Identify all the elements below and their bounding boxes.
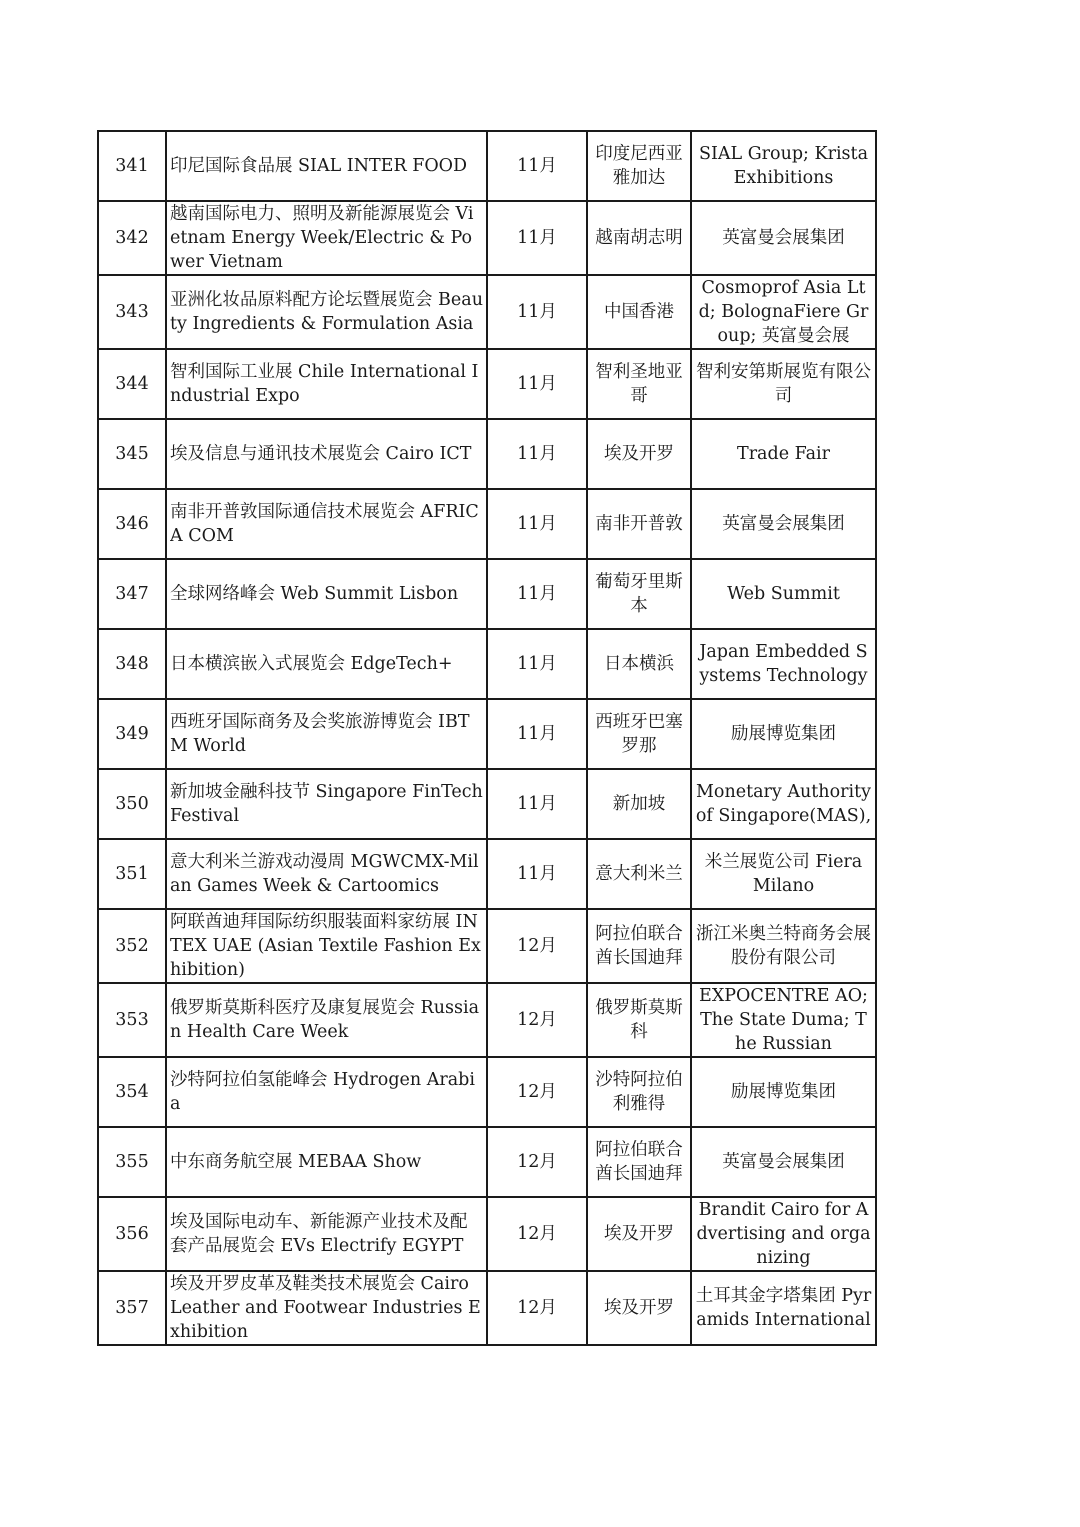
cell-exhibition-name-text: 意大利米兰游戏动漫周 MGWCMX-Milan Games Week & Cartoomics bbox=[170, 852, 479, 896]
cell-number bbox=[98, 419, 166, 489]
cell-number bbox=[98, 275, 166, 349]
cell-number-text: 352 bbox=[115, 936, 149, 956]
cell-location bbox=[587, 275, 691, 349]
cell-month-text: 11月 bbox=[517, 302, 557, 322]
cell-month bbox=[487, 1197, 587, 1271]
cell-exhibition-name bbox=[166, 131, 487, 201]
cell-organizer bbox=[691, 699, 876, 769]
cell-number bbox=[98, 559, 166, 629]
cell-exhibition-name bbox=[166, 275, 487, 349]
cell-month bbox=[487, 559, 587, 629]
cell-number-text: 343 bbox=[115, 302, 149, 322]
cell-organizer-text: 浙江米奥兰特商务会展股份有限公司 bbox=[696, 924, 871, 968]
cell-number bbox=[98, 1127, 166, 1197]
table-row bbox=[98, 275, 876, 349]
table-row bbox=[98, 629, 876, 699]
cell-organizer-text: Monetary Authority of Singapore(MAS), bbox=[695, 782, 872, 826]
cell-exhibition-name bbox=[166, 1127, 487, 1197]
cell-number bbox=[98, 909, 166, 983]
cell-exhibition-name bbox=[166, 489, 487, 559]
cell-number bbox=[98, 699, 166, 769]
cell-location bbox=[587, 909, 691, 983]
cell-organizer bbox=[691, 983, 876, 1057]
cell-exhibition-name-text: 越南国际电力、照明及新能源展览会 Vietnam Energy Week/Electric & Power Vietnam bbox=[170, 204, 474, 272]
cell-location bbox=[587, 769, 691, 839]
cell-month bbox=[487, 699, 587, 769]
cell-location bbox=[587, 349, 691, 419]
cell-organizer-text: Brandit Cairo for Advertising and organizing bbox=[696, 1200, 871, 1268]
cell-month-text: 11月 bbox=[517, 584, 557, 604]
cell-month-text: 11月 bbox=[517, 724, 557, 744]
cell-month bbox=[487, 349, 587, 419]
cell-exhibition-name bbox=[166, 201, 487, 275]
cell-exhibition-name-text: 沙特阿拉伯氢能峰会 Hydrogen Arabia bbox=[170, 1070, 475, 1114]
cell-organizer bbox=[691, 1057, 876, 1127]
cell-location-text: 阿拉伯联合酋长国迪拜 bbox=[595, 1140, 683, 1184]
cell-exhibition-name bbox=[166, 909, 487, 983]
cell-exhibition-name-text: 南非开普敦国际通信技术展览会 AFRICA COM bbox=[170, 502, 479, 546]
cell-location bbox=[587, 489, 691, 559]
cell-exhibition-name-text: 埃及开罗皮革及鞋类技术展览会 Cairo Leather and Footwear Industries Exhibition bbox=[170, 1274, 481, 1342]
cell-number-text: 344 bbox=[115, 374, 149, 394]
table-row bbox=[98, 349, 876, 419]
cell-exhibition-name-text: 日本横滨嵌入式展览会 EdgeTech+ bbox=[170, 654, 453, 674]
cell-location-text: 俄罗斯莫斯科 bbox=[595, 998, 683, 1042]
cell-location bbox=[587, 201, 691, 275]
cell-exhibition-name-text: 全球网络峰会 Web Summit Lisbon bbox=[170, 584, 459, 604]
cell-month-text: 11月 bbox=[517, 514, 557, 534]
cell-number-text: 341 bbox=[115, 156, 149, 176]
cell-number-text: 356 bbox=[115, 1224, 149, 1244]
cell-organizer-text: SIAL Group; Krista Exhibitions bbox=[698, 144, 869, 188]
cell-location-text: 阿拉伯联合酋长国迪拜 bbox=[595, 924, 683, 968]
cell-number-text: 351 bbox=[115, 864, 149, 884]
cell-number-text: 350 bbox=[115, 794, 149, 814]
cell-number-text: 354 bbox=[115, 1082, 149, 1102]
cell-exhibition-name-text: 印尼国际食品展 SIAL INTER FOOD bbox=[170, 156, 468, 176]
cell-location-text: 南非开普敦 bbox=[595, 514, 683, 534]
cell-location-text: 埃及开罗 bbox=[604, 1298, 674, 1318]
cell-location-text: 意大利米兰 bbox=[595, 864, 683, 884]
cell-number bbox=[98, 201, 166, 275]
cell-organizer bbox=[691, 1127, 876, 1197]
table-row bbox=[98, 489, 876, 559]
table-row bbox=[98, 201, 876, 275]
cell-month bbox=[487, 275, 587, 349]
cell-organizer bbox=[691, 839, 876, 909]
table-row bbox=[98, 769, 876, 839]
cell-organizer bbox=[691, 1271, 876, 1345]
cell-exhibition-name bbox=[166, 559, 487, 629]
cell-location bbox=[587, 1057, 691, 1127]
cell-location-text: 日本横浜 bbox=[604, 654, 674, 674]
cell-number-text: 348 bbox=[115, 654, 149, 674]
table-row bbox=[98, 1057, 876, 1127]
cell-location-text: 埃及开罗 bbox=[604, 444, 674, 464]
cell-month-text: 11月 bbox=[517, 864, 557, 884]
cell-organizer bbox=[691, 419, 876, 489]
cell-number-text: 346 bbox=[115, 514, 149, 534]
cell-organizer bbox=[691, 629, 876, 699]
cell-organizer-text: Japan Embedded Systems Technology bbox=[699, 642, 868, 686]
cell-location bbox=[587, 559, 691, 629]
table-row bbox=[98, 839, 876, 909]
cell-exhibition-name bbox=[166, 629, 487, 699]
cell-exhibition-name bbox=[166, 1197, 487, 1271]
cell-organizer bbox=[691, 559, 876, 629]
cell-organizer-text: 土耳其金字塔集团 Pyramids International bbox=[695, 1286, 872, 1330]
cell-location-text: 西班牙巴塞罗那 bbox=[595, 712, 683, 756]
cell-month-text: 11月 bbox=[517, 156, 557, 176]
cell-location bbox=[587, 983, 691, 1057]
cell-month-text: 12月 bbox=[517, 1010, 557, 1030]
cell-month bbox=[487, 419, 587, 489]
cell-location bbox=[587, 699, 691, 769]
table-row bbox=[98, 983, 876, 1057]
cell-exhibition-name-text: 阿联酋迪拜国际纺织服装面料家纺展 INTEX UAE (Asian Textile Fashion Exhibition) bbox=[170, 912, 481, 980]
cell-location bbox=[587, 1127, 691, 1197]
cell-month bbox=[487, 769, 587, 839]
cell-number bbox=[98, 839, 166, 909]
cell-exhibition-name-text: 中东商务航空展 MEBAA Show bbox=[170, 1152, 422, 1172]
cell-exhibition-name-text: 埃及信息与通讯技术展览会 Cairo ICT bbox=[170, 444, 472, 464]
cell-location bbox=[587, 131, 691, 201]
cell-organizer bbox=[691, 489, 876, 559]
cell-organizer-text: 励展博览集团 bbox=[731, 724, 836, 744]
cell-number-text: 357 bbox=[115, 1298, 149, 1318]
cell-month-text: 12月 bbox=[517, 1224, 557, 1244]
cell-number bbox=[98, 983, 166, 1057]
cell-exhibition-name-text: 新加坡金融科技节 Singapore FinTech Festival bbox=[170, 782, 483, 826]
cell-organizer-text: Trade Fair bbox=[737, 444, 830, 464]
cell-month-text: 11月 bbox=[517, 228, 557, 248]
cell-number-text: 345 bbox=[115, 444, 149, 464]
cell-exhibition-name bbox=[166, 769, 487, 839]
table-row bbox=[98, 131, 876, 201]
cell-organizer-text: 励展博览集团 bbox=[731, 1082, 836, 1102]
cell-location-text: 沙特阿拉伯利雅得 bbox=[595, 1070, 683, 1114]
cell-number-text: 347 bbox=[115, 584, 149, 604]
cell-organizer bbox=[691, 131, 876, 201]
cell-organizer bbox=[691, 201, 876, 275]
cell-month bbox=[487, 909, 587, 983]
cell-exhibition-name bbox=[166, 349, 487, 419]
cell-organizer bbox=[691, 1197, 876, 1271]
cell-organizer-text: 英富曼会展集团 bbox=[722, 514, 845, 534]
cell-location-text: 智利圣地亚哥 bbox=[595, 362, 683, 406]
cell-number-text: 353 bbox=[115, 1010, 149, 1030]
cell-month bbox=[487, 1057, 587, 1127]
cell-month-text: 12月 bbox=[517, 1152, 557, 1172]
cell-location-text: 印度尼西亚雅加达 bbox=[595, 144, 683, 188]
cell-number bbox=[98, 489, 166, 559]
cell-location-text: 葡萄牙里斯本 bbox=[595, 572, 683, 616]
cell-location bbox=[587, 1197, 691, 1271]
cell-month bbox=[487, 1127, 587, 1197]
table-row bbox=[98, 1127, 876, 1197]
cell-location-text: 中国香港 bbox=[604, 302, 674, 322]
table-row bbox=[98, 559, 876, 629]
cell-number bbox=[98, 1271, 166, 1345]
cell-organizer-text: EXPOCENTRE AO; The State Duma; The Russian bbox=[699, 986, 868, 1054]
cell-number bbox=[98, 349, 166, 419]
cell-number bbox=[98, 131, 166, 201]
cell-exhibition-name-text: 西班牙国际商务及会奖旅游博览会 IBTM World bbox=[170, 712, 470, 756]
cell-organizer bbox=[691, 349, 876, 419]
cell-number bbox=[98, 629, 166, 699]
cell-organizer-text: 米兰展览公司 Fiera Milano bbox=[704, 852, 863, 896]
cell-exhibition-name bbox=[166, 419, 487, 489]
cell-organizer-text: Cosmoprof Asia Ltd; BolognaFiere Group; 英富曼会展 bbox=[698, 278, 869, 346]
cell-exhibition-name bbox=[166, 1271, 487, 1345]
cell-month-text: 11月 bbox=[517, 794, 557, 814]
cell-organizer bbox=[691, 769, 876, 839]
cell-number bbox=[98, 769, 166, 839]
exhibition-table bbox=[97, 130, 877, 1346]
cell-number bbox=[98, 1197, 166, 1271]
cell-location bbox=[587, 1271, 691, 1345]
cell-exhibition-name-text: 埃及国际电动车、新能源产业技术及配套产品展览会 EVs Electrify EGYPT bbox=[170, 1212, 468, 1256]
exhibition-table-body bbox=[98, 131, 876, 1345]
cell-month-text: 12月 bbox=[517, 1298, 557, 1318]
cell-number bbox=[98, 1057, 166, 1127]
cell-organizer-text: 智利安第斯展览有限公司 bbox=[696, 362, 871, 406]
cell-month-text: 12月 bbox=[517, 1082, 557, 1102]
cell-location-text: 越南胡志明 bbox=[595, 228, 683, 248]
table-row bbox=[98, 1271, 876, 1345]
cell-number-text: 349 bbox=[115, 724, 149, 744]
cell-organizer-text: 英富曼会展集团 bbox=[722, 1152, 845, 1172]
cell-location bbox=[587, 839, 691, 909]
cell-month bbox=[487, 839, 587, 909]
cell-exhibition-name bbox=[166, 1057, 487, 1127]
cell-month bbox=[487, 489, 587, 559]
cell-location-text: 新加坡 bbox=[612, 794, 666, 814]
cell-month bbox=[487, 983, 587, 1057]
table-row bbox=[98, 1197, 876, 1271]
cell-month-text: 12月 bbox=[517, 936, 557, 956]
cell-month bbox=[487, 629, 587, 699]
cell-exhibition-name-text: 亚洲化妆品原料配方论坛暨展览会 Beauty Ingredients & Formulation Asia bbox=[170, 290, 483, 334]
cell-month-text: 11月 bbox=[517, 374, 557, 394]
cell-exhibition-name bbox=[166, 839, 487, 909]
cell-exhibition-name bbox=[166, 983, 487, 1057]
cell-organizer bbox=[691, 909, 876, 983]
cell-month bbox=[487, 131, 587, 201]
cell-exhibition-name bbox=[166, 699, 487, 769]
cell-number-text: 355 bbox=[115, 1152, 149, 1172]
cell-number-text: 342 bbox=[115, 228, 149, 248]
cell-month-text: 11月 bbox=[517, 444, 557, 464]
cell-location bbox=[587, 629, 691, 699]
cell-month bbox=[487, 1271, 587, 1345]
cell-month bbox=[487, 201, 587, 275]
cell-organizer-text: Web Summit bbox=[727, 584, 840, 604]
cell-location bbox=[587, 419, 691, 489]
table-row bbox=[98, 699, 876, 769]
cell-exhibition-name-text: 智利国际工业展 Chile International Industrial Expo bbox=[170, 362, 479, 406]
cell-organizer-text: 英富曼会展集团 bbox=[722, 228, 845, 248]
cell-organizer bbox=[691, 275, 876, 349]
cell-exhibition-name-text: 俄罗斯莫斯科医疗及康复展览会 Russian Health Care Week bbox=[170, 998, 480, 1042]
cell-month-text: 11月 bbox=[517, 654, 557, 674]
table-row bbox=[98, 909, 876, 983]
table-row bbox=[98, 419, 876, 489]
cell-location-text: 埃及开罗 bbox=[604, 1224, 674, 1244]
